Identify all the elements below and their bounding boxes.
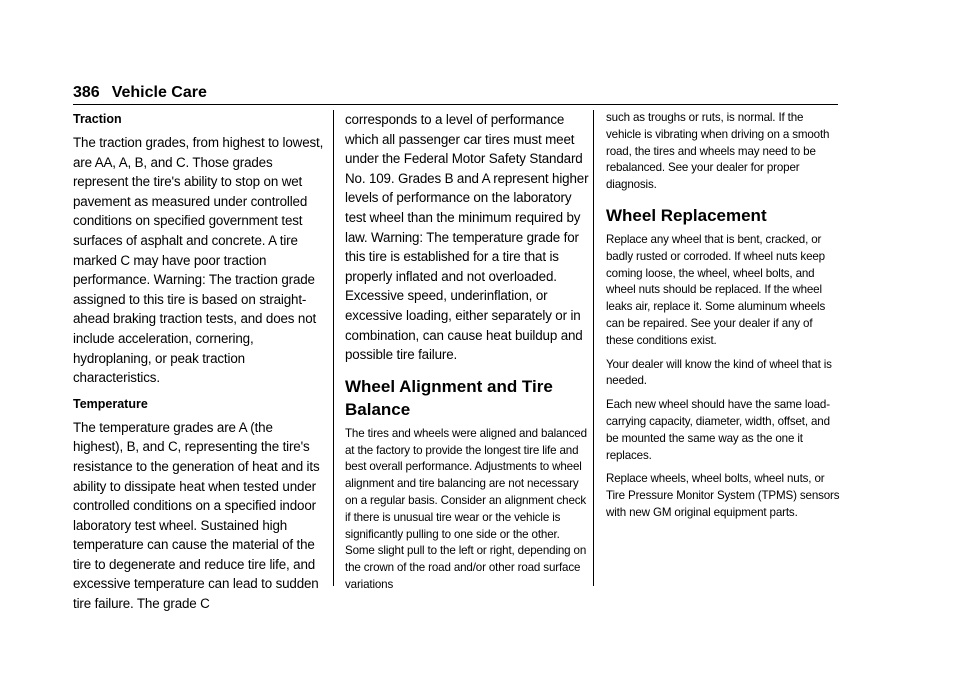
alignment-body-part2: such as troughs or ruts, is normal. If the vehicle is vibrating when driving on a smooth road, the tires and wheels may need to be rebalanced. See your dealer for proper diagnosis.: [606, 111, 830, 192]
temperature-heading: Temperature: [73, 396, 148, 411]
header-rule: [73, 104, 838, 105]
column-divider-1: [333, 110, 334, 586]
temperature-body-part2: corresponds to a level of performance which all passenger car tires must meet under the Federal Motor Safety Standard No. 109. Grades B and A represent higher levels of performance on the laboratory test wheel than the minimum required by law. Warning: The temperature grade for this tire is established for a tire that is properly inflated and not overloaded. Excessive speed, underinflation, or excessive loading, either separately or in combination, can cause heat buildup and possible tire failure.: [345, 112, 589, 363]
section-name: Vehicle Care: [111, 84, 207, 101]
traction-body: The traction grades, from highest to lowest, are AA, A, B, and C. Those grades represent the tire's ability to stop on wet pavement as measured under controlled conditions on specified government test surfaces of asphalt and concrete. A tire marked C may have poor traction performance. Warning: The traction grade assigned to this tire is based on straight-ahead braking traction tests, and does not include acceleration, cornering, hydroplaning, or peak traction characteristics.: [73, 135, 324, 386]
replacement-paragraph: Each new wheel should have the same load-carrying capacity, diameter, width, offset, and be mounted the same way as the one it replaces.: [606, 398, 830, 462]
replacement-paragraph: Replace wheels, wheel bolts, wheel nuts, or Tire Pressure Monitor System (TPMS) sensors with new GM original equipment parts.: [606, 472, 840, 519]
replacement-heading: Wheel Replacement: [606, 205, 767, 225]
column-1: [73, 110, 325, 621]
replacement-paragraph: Replace any wheel that is bent, cracked, or badly rusted or corroded. If wheel nuts keep coming loose, the wheel, wheel bolts, and wheel nuts should be replaced. If the wheel leaks air, replace it. Some aluminum wheels can be repaired. See your dealer if any of these conditions exist.: [606, 232, 826, 347]
alignment-heading: Wheel Alignment and Tire Balance: [345, 376, 553, 419]
temperature-body-part1: The temperature grades are A (the highest), B, and C, representing the tire's resistance to the generation of heat and its ability to dissipate heat when tested under controlled conditions on a specified indoor laboratory test wheel. Sustained high temperature can cause the material of the tire to degenerate and reduce tire life, and excessive temperature can lead to sudden tire failure. The grade C: [73, 419, 320, 612]
column-3: [606, 110, 840, 529]
alignment-body-part1: The tires and wheels were aligned and balanced at the factory to provide the longest tire life and best overall performance. Adjustments to wheel alignment and tire balancing are not necessary on a regular basis. Consider an alignment check if there is unusual tire wear or the vehicle is significantly pulling to one side or the other. Some slight pull to the left or right, depending on the crown of the road and/or other road surface variations: [345, 426, 587, 591]
traction-heading: Traction: [73, 112, 122, 126]
column-divider-2: [593, 110, 594, 586]
page-number: 386: [73, 84, 100, 101]
replacement-paragraph: Your dealer will know the kind of wheel that is needed.: [606, 357, 832, 388]
page-header: [73, 82, 838, 104]
column-2: [345, 110, 590, 601]
